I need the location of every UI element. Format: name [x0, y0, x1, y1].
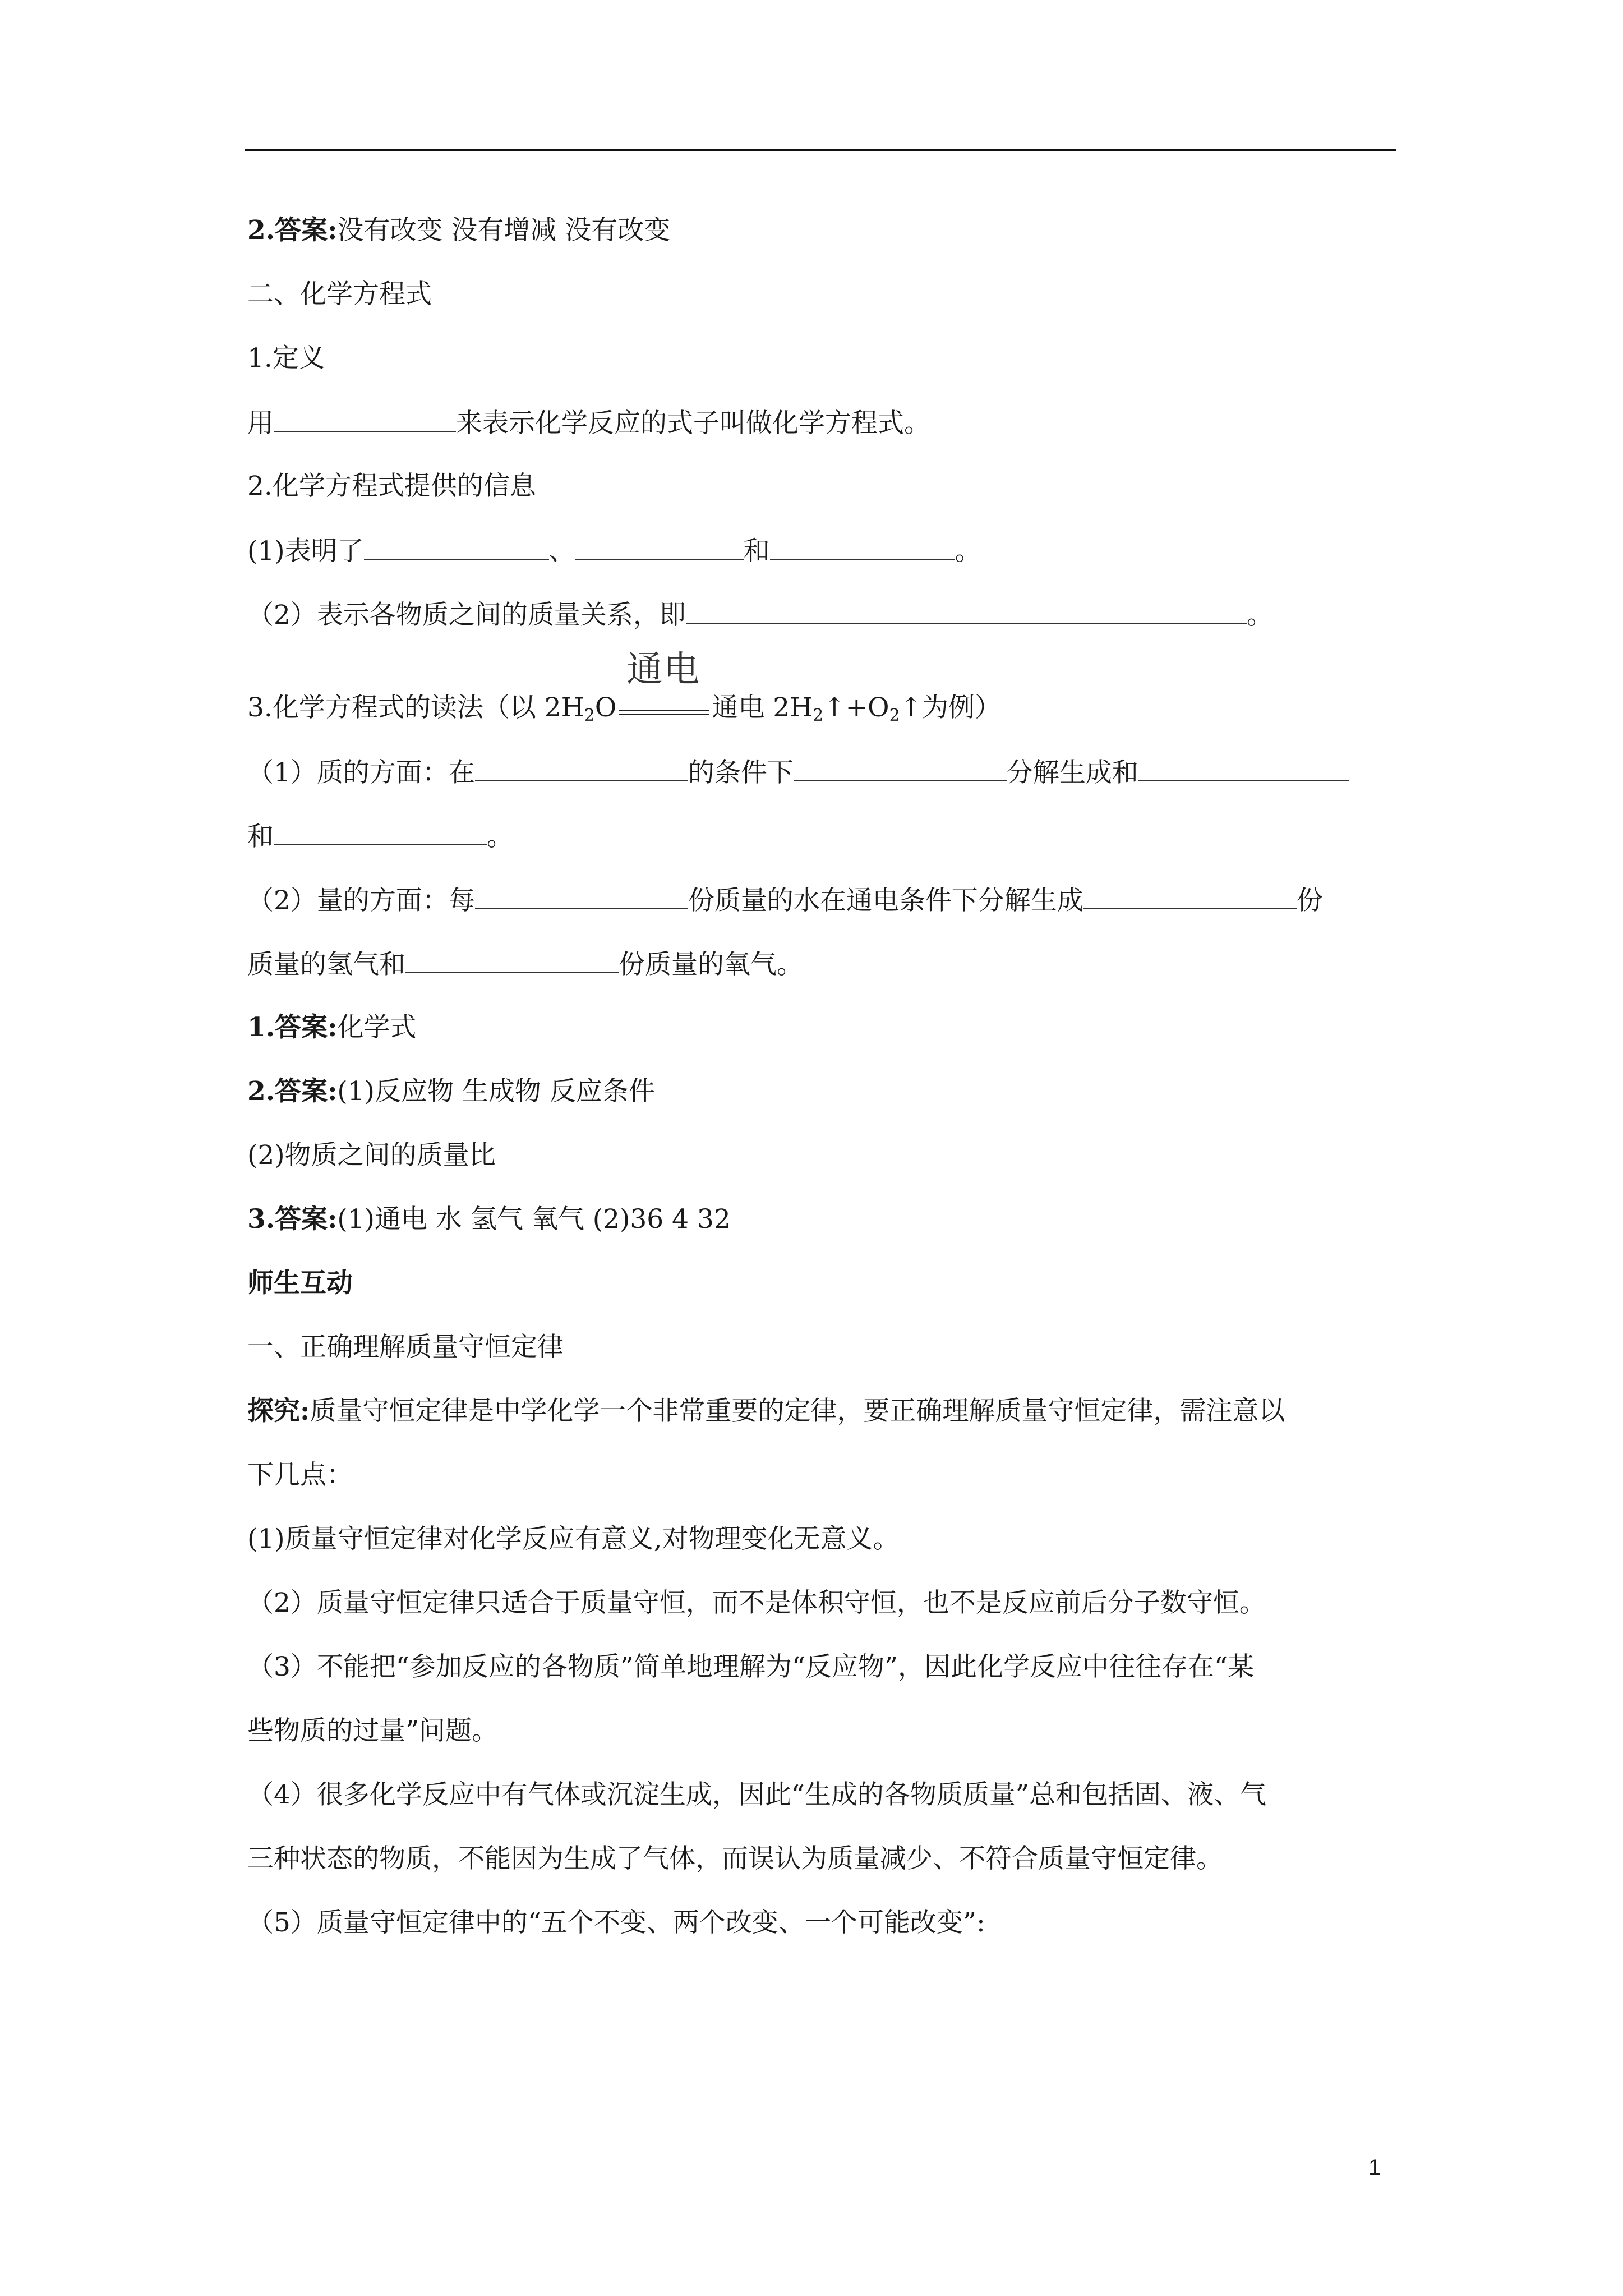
blank[interactable] [575, 534, 744, 560]
answer-text: (1)反应物 生成物 反应条件 [337, 1076, 655, 1107]
paragraph-line: （5）质量守恒定律中的“五个不变、两个改变、一个可能改变”: [247, 1907, 985, 1938]
answer-line [247, 214, 1403, 247]
blank[interactable] [475, 884, 688, 909]
blank[interactable] [1138, 756, 1349, 781]
blank[interactable] [770, 534, 955, 560]
blank[interactable] [274, 820, 487, 845]
text-segment: ↑为例） [900, 692, 1002, 723]
paragraph-line: （3）不能把“参加反应的各物质”简单地理解为“反应物”，因此化学反应中往往存在“某 [247, 1651, 1255, 1682]
blank[interactable] [364, 534, 549, 560]
text-segment: （2）表示各物质之间的质量关系，即 [247, 600, 686, 631]
answer-text: (1)通电 水 氢气 氧气 (2)36 4 32 [337, 1204, 731, 1235]
answer-line [247, 1075, 1403, 1108]
text-segment: 质量的氢气和 [247, 949, 405, 980]
text-segment: 和 [743, 536, 770, 567]
answer-label: 3.答案: [247, 1204, 338, 1235]
blank[interactable] [274, 406, 456, 432]
fill-blank-line [247, 598, 1403, 632]
blank[interactable] [405, 947, 619, 973]
text-segment: （2）量的方面：每 [247, 885, 475, 916]
text-segment: 。 [955, 536, 981, 567]
reaction-condition: 通电 [626, 649, 701, 691]
paragraph-line: (1)质量守恒定律对化学反应有意义,对物理变化无意义。 [247, 1524, 900, 1554]
equation-line [247, 649, 1403, 732]
answer-label: 2.答案: [247, 1076, 338, 1107]
text-segment: (1)表明了 [247, 536, 364, 567]
subsection-title: 2.化学方程式提供的信息 [247, 471, 536, 501]
text-segment: 质量守恒定律是中学化学一个非常重要的定律，要正确理解质量守恒定律，需注意以 [310, 1396, 1285, 1427]
text-segment: 3.化学方程式的读法（以 2H [247, 692, 584, 723]
fill-blank-line [247, 756, 1403, 789]
fill-blank-line [247, 406, 1403, 440]
paragraph-line: 些物质的过量”问题。 [247, 1715, 499, 1746]
text-segment: 的条件下 [688, 757, 794, 788]
text-segment: 。 [487, 821, 513, 852]
blank[interactable] [1083, 884, 1297, 909]
text-segment: 用 [247, 408, 274, 439]
paragraph-line: （2）质量守恒定律只适合于质量守恒，而不是体积守恒，也不是反应前后分子数守恒。 [247, 1588, 1266, 1618]
subscript: 2 [889, 706, 900, 725]
text-segment: 。 [1246, 600, 1273, 631]
fill-blank-line [247, 947, 1403, 981]
text-segment: 和 [247, 821, 274, 852]
fill-blank-line [247, 884, 1403, 917]
text-segment: ↑+O [823, 692, 889, 723]
blank[interactable] [794, 756, 1007, 781]
answer-line [247, 1139, 1403, 1172]
text-segment: 份质量的氧气。 [619, 949, 803, 980]
subscript: 2 [813, 706, 824, 725]
fill-blank-line [247, 820, 1403, 853]
answer-text: 化学式 [337, 1012, 417, 1043]
text-segment: 、 [548, 536, 575, 567]
fill-blank-line [247, 534, 1403, 568]
arrow-line [619, 710, 709, 711]
text-segment: 分解生成和 [1006, 757, 1138, 788]
answer-text: (2)物质之间的质量比 [247, 1140, 496, 1171]
answer-line [247, 1203, 1403, 1236]
header-rule [245, 149, 1396, 151]
page-number: 1 [1368, 2155, 1381, 2180]
text-segment: 通电 2H [712, 692, 813, 723]
answer-label: 1.答案: [247, 1012, 338, 1043]
text-segment: O [594, 692, 617, 723]
paragraph-line: 三种状态的物质，不能因为生成了气体，而误认为质量减少、不符合质量守恒定律。 [247, 1843, 1223, 1874]
subscript: 2 [584, 706, 595, 725]
text-segment: 份质量的水在通电条件下分解生成 [688, 885, 1083, 916]
paragraph-line [247, 1395, 1403, 1428]
answer-line [247, 1011, 1403, 1044]
paragraph-line: 下几点： [247, 1460, 353, 1490]
answer-label: 2.答案: [247, 215, 338, 246]
answer-text: 没有改变 没有增减 没有改变 [337, 215, 671, 246]
section-heading-bold: 师生互动 [247, 1268, 353, 1299]
arrow-line [619, 714, 709, 715]
explore-label: 探究: [247, 1396, 310, 1427]
text-segment: 份 [1296, 885, 1323, 916]
paragraph-line: （4）很多化学反应中有气体或沉淀生成，因此“生成的各物质质量”总和包括固、液、气 [247, 1779, 1266, 1810]
blank[interactable] [686, 598, 1247, 624]
section-heading: 二、化学方程式 [247, 279, 432, 310]
text-segment: 来表示化学反应的式子叫做化学方程式。 [456, 408, 930, 439]
text-segment: （1）质的方面：在 [247, 757, 475, 788]
section-heading: 一、正确理解质量守恒定律 [247, 1332, 564, 1363]
reaction-arrow [616, 649, 712, 724]
subsection-title: 1.定义 [247, 343, 325, 374]
blank[interactable] [475, 756, 688, 781]
